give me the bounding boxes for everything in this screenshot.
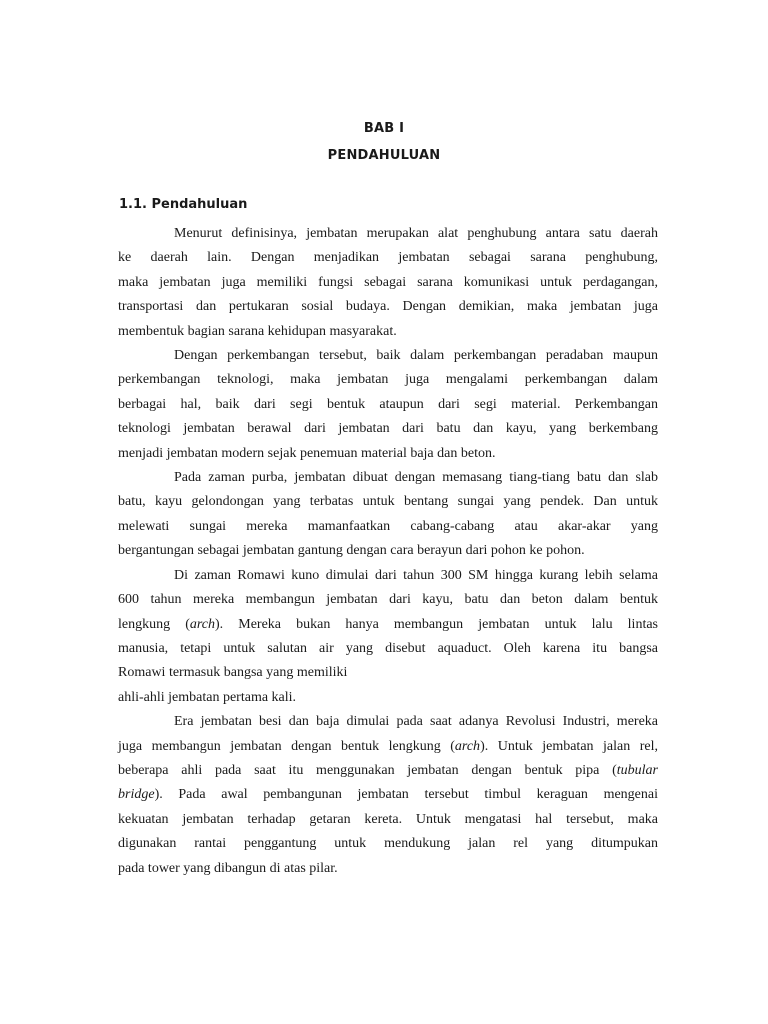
- text-run: ). Pada awal pembangunan jembatan tersebut timbul keraguan mengenai: [154, 787, 658, 803]
- text-line: bergantungan sebagai jembatan gantung dengan cara berayun dari pohon ke pohon.: [118, 543, 585, 559]
- text-line: Era jembatan besi dan baja dimulai pada saat adanya Revolusi Industri, mereka: [174, 714, 658, 730]
- text-run: ). Mereka bukan hanya membangun jembatan untuk lalu lintas: [215, 616, 658, 632]
- text-run: beberapa ahli pada saat itu menggunakan jembatan dengan bentuk pipa (: [118, 762, 617, 778]
- text-line: digunakan rantai penggantung untuk mendukung jalan rel yang ditumpukan: [118, 836, 658, 852]
- text-line: manusia, tetapi untuk salutan air yang disebut aquaduct. Oleh karena itu bangsa: [118, 640, 658, 656]
- italic-term: bridge: [118, 787, 155, 803]
- text-line: maka jembatan juga memiliki fungsi sebagai sarana komunikasi untuk perdagangan,: [118, 274, 658, 290]
- text-run: lengkung (: [118, 616, 190, 632]
- text-line: menjadi jembatan modern sejak penemuan material baja dan beton.: [118, 445, 496, 461]
- text-line: Di zaman Romawi kuno dimulai dari tahun 300 SM hingga kurang lebih selama: [174, 567, 658, 583]
- italic-term: arch: [454, 738, 481, 754]
- text-line-with-italic: [118, 735, 658, 759]
- chapter-title: PENDAHULUAN: [327, 148, 441, 163]
- text-line: Menurut definisinya, jembatan merupakan alat penghubung antara satu daerah: [174, 226, 658, 241]
- text-line: Romawi termasuk bangsa yang memiliki: [118, 665, 348, 681]
- text-line-with-italic: [118, 783, 658, 807]
- text-line: pada tower yang dibangun di atas pilar.: [118, 860, 338, 876]
- text-line-with-italic: [118, 613, 658, 637]
- body-text: [118, 222, 658, 881]
- text-line: batu, kayu gelondongan yang terbatas untuk bentang sungai yang pendek. Dan untuk: [118, 494, 658, 510]
- text-line-with-italic: [118, 759, 658, 783]
- text-line: melewati sungai mereka mamanfaatkan cabang-cabang atau akar-akar yang: [118, 518, 658, 534]
- text-line: membentuk bagian sarana kehidupan masyarakat.: [118, 323, 397, 339]
- paragraph: [118, 710, 658, 881]
- italic-term: arch: [189, 616, 216, 632]
- chapter-number: BAB I: [363, 121, 405, 136]
- text-line: transportasi dan pertukaran sosial budaya. Dengan demikian, maka jembatan juga: [118, 299, 658, 315]
- text-line: Dengan perkembangan tersebut, baik dalam perkembangan peradaban maupun: [174, 348, 658, 364]
- text-line: berbagai hal, baik dari segi bentuk ataupun dari segi material. Perkembangan: [118, 396, 658, 412]
- section-heading: 1.1. Pendahuluan: [119, 197, 248, 212]
- paragraph: [118, 564, 658, 710]
- text-run: ). Untuk jembatan jalan rel,: [480, 738, 658, 754]
- paragraph: [118, 466, 658, 564]
- italic-term: tubular: [616, 762, 658, 778]
- text-line: ahli-ahli jembatan pertama kali.: [118, 689, 297, 705]
- text-run: juga membangun jembatan dengan bentuk lengkung (: [118, 738, 455, 754]
- text-line: kekuatan jembatan terhadap getaran kereta. Untuk mengatasi hal tersebut, maka: [118, 811, 658, 827]
- text-line: Pada zaman purba, jembatan dibuat dengan memasang tiang-tiang batu dan slab: [174, 470, 658, 486]
- text-line: teknologi jembatan berawal dari jembatan dari batu dan kayu, yang berkembang: [118, 421, 658, 437]
- text-line: ke daerah lain. Dengan menjadikan jembatan sebagai sarana penghubung,: [118, 250, 658, 266]
- paragraph: [118, 222, 658, 344]
- paragraph: [118, 344, 658, 466]
- text-line: 600 tahun mereka membangun jembatan dari kayu, batu dan beton dalam bentuk: [118, 592, 658, 608]
- text-line: perkembangan teknologi, maka jembatan juga mengalami perkembangan dalam: [118, 372, 658, 388]
